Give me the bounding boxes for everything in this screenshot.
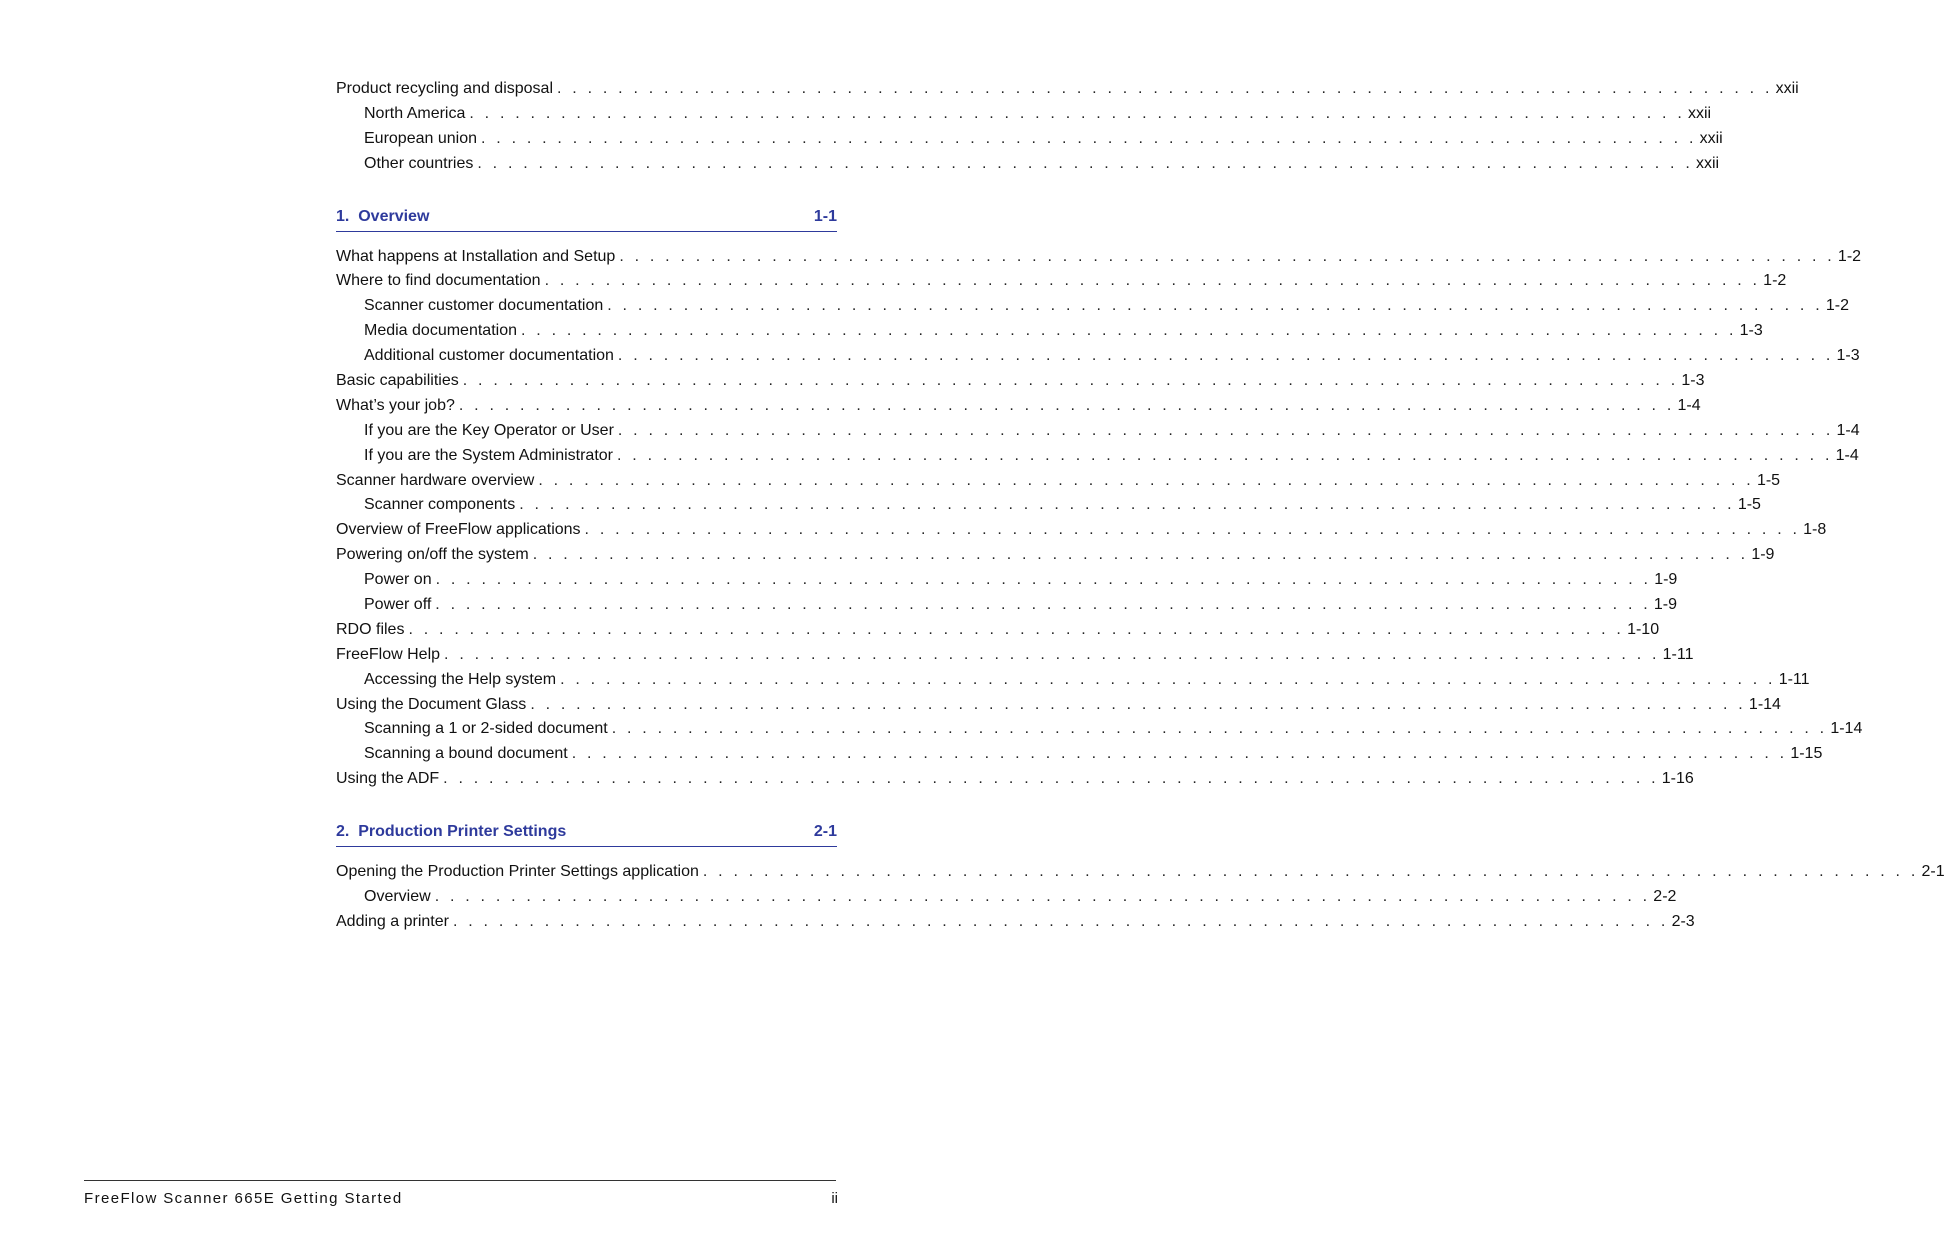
dot-leader: . . . . . . . . . . . . . . . . . . . . . . . . . . . . . . . . . . . . . . . . . . . . . . . . . . . . . . . . . . . . . . . . . . . . . . . . . . . . . . . .: [619, 247, 1835, 265]
toc-entry-page: 1-11: [1662, 645, 1694, 663]
dot-leader: . . . . . . . . . . . . . . . . . . . . . . . . . . . . . . . . . . . . . . . . . . . . . . . . . . . . . . . . . . . . . . . . . . . . . . . . . . . . . . . .: [462, 372, 1679, 390]
footer-divider: [84, 1180, 836, 1181]
dot-leader: . . . . . . . . . . . . . . . . . . . . . . . . . . . . . . . . . . . . . . . . . . . . . . . . . . . . . . . . . . . . . . . . . . . . . . . . . . . . . . . .: [443, 770, 1659, 788]
toc-entry-page: 1-3: [1681, 372, 1705, 390]
dot-leader: . . . . . . . . . . . . . . . . . . . . . . . . . . . . . . . . . . . . . . . . . . . . . . . . . . . . . . . . . . . . . . . . . . . . . . . . . . . . . . . .: [617, 347, 1834, 365]
dot-leader: . . . . . . . . . . . . . . . . . . . . . . . . . . . . . . . . . . . . . . . . . . . . . . . . . . . . . . . . . . . . . . . . . . . . . . . . . . . . . . . .: [607, 297, 1823, 315]
toc-entry-page: 1-4: [1835, 446, 1859, 464]
toc-entry-label: FreeFlow Help: [336, 645, 441, 663]
dot-leader: . . . . . . . . . . . . . . . . . . . . . . . . . . . . . . . . . . . . . . . . . . . . . . . . . . . . . . . . . . . . . . . . . . . . . . . . . . . . . . . .: [611, 720, 1828, 738]
toc-entry-label: Powering on/off the system: [336, 546, 529, 564]
dot-leader: . . . . . . . . . . . . . . . . . . . . . . . . . . . . . . . . . . . . . . . . . . . . . . . . . . . . . . . . . . . . . . . . . . . . . . . . . . . . . . . .: [520, 322, 1737, 340]
toc-entry-page: 1-4: [1836, 421, 1860, 439]
toc-entry[interactable]: [336, 885, 1677, 910]
dot-leader: . . . . . . . . . . . . . . . . . . . . . . . . . . . . . . . . . . . . . . . . . . . . . . . . . . . . . . . . . . . . . . . . . . . . . . . . . . . . . . . .: [571, 745, 1788, 763]
toc-entry-page: 1-15: [1790, 745, 1823, 763]
dot-leader: . . . . . . . . . . . . . . . . . . . . . . . . . . . . . . . . . . . . . . . . . . . . . . . . . . . . . . . . . . . . . . . . . . . . . . . . . . . . . . . .: [560, 670, 1776, 688]
dot-leader: . . . . . . . . . . . . . . . . . . . . . . . . . . . . . . . . . . . . . . . . . . . . . . . . . . . . . . . . . . . . . . . . . . . . . . . . . . . . . . . .: [617, 421, 1834, 439]
toc-entry-page: 2-3: [1671, 912, 1695, 930]
dot-leader: . . . . . . . . . . . . . . . . . . . . . . . . . . . . . . . . . . . . . . . . . . . . . . . . . . . . . . . . . . . . . . . . . . . . . . . . . . . . . . . .: [702, 863, 1919, 881]
toc-entry[interactable]: [336, 369, 1705, 394]
toc-entry[interactable]: [336, 668, 1810, 693]
toc-entry-label: Scanning a 1 or 2-sided document: [364, 720, 608, 738]
toc-entry[interactable]: [336, 469, 1781, 494]
toc-entry-label: Power off: [364, 596, 432, 614]
dot-leader: . . . . . . . . . . . . . . . . . . . . . . . . . . . . . . . . . . . . . . . . . . . . . . . . . . . . . . . . . . . . . . . . . . . . . . . . . . . . . . . .: [530, 695, 1746, 713]
dot-leader: . . . . . . . . . . . . . . . . . . . . . . . . . . . . . . . . . . . . . . . . . . . . . . . . . . . . . . . . . . . . . . . . . . . . . . . . . . . . . . . .: [584, 521, 1801, 539]
toc-entry[interactable]: [336, 593, 1678, 618]
toc-entry[interactable]: [336, 344, 1860, 369]
toc-entry-label: Overview: [364, 888, 431, 906]
toc-entry-page: 1-8: [1803, 521, 1827, 539]
toc-entry[interactable]: [336, 910, 1695, 935]
dot-leader: . . . . . . . . . . . . . . . . . . . . . . . . . . . . . . . . . . . . . . . . . . . . . . . . . . . . . . . . . . . . . . . . . . . . . . . . . . . . . . . .: [532, 546, 1749, 564]
toc-entry-label: Product recycling and disposal: [336, 80, 554, 97]
toc-entry[interactable]: [336, 860, 1945, 885]
toc-entry[interactable]: [336, 568, 1678, 593]
toc-entry-label: If you are the Key Operator or User: [364, 421, 614, 439]
toc-entry[interactable]: [336, 77, 1799, 102]
chapter-title: 2. Production Printer Settings: [336, 823, 567, 841]
toc-entry[interactable]: [336, 419, 1860, 444]
dot-leader: . . . . . . . . . . . . . . . . . . . . . . . . . . . . . . . . . . . . . . . . . . . . . . . . . . . . . . . . . . . . . . . . . . . . . . . . . . . . . . . .: [408, 620, 1625, 638]
toc-entry[interactable]: [336, 319, 1763, 344]
toc-entry-page: 1-14: [1830, 720, 1863, 738]
toc-entry-label: Using the Document Glass: [336, 695, 527, 713]
toc-entry-label: Accessing the Help system: [364, 670, 557, 688]
footer-page-number: ii: [831, 1190, 838, 1207]
toc-entry-label: Power on: [364, 571, 432, 589]
toc-entry-page: 1-5: [1737, 496, 1761, 514]
toc-entry-label: Scanner customer documentation: [364, 297, 604, 315]
toc-entry-label: Where to find documentation: [336, 272, 541, 290]
toc-entry[interactable]: [336, 269, 1787, 294]
table-of-contents: [336, 77, 1945, 935]
toc-entry-label: Overview of FreeFlow applications: [336, 521, 581, 539]
toc-entry-page: 2-2: [1653, 888, 1677, 906]
toc-entry-page: 1-2: [1837, 247, 1862, 265]
section-spacer: [336, 847, 837, 860]
toc-entry-label: Using the ADF: [336, 770, 440, 788]
toc-entry-label: Scanning a bound document: [364, 745, 568, 763]
toc-entry-label: RDO files: [336, 620, 405, 638]
toc-entry-label: North America: [364, 104, 466, 122]
toc-entry[interactable]: [336, 767, 1694, 792]
toc-entry-page: 1-9: [1654, 571, 1678, 589]
toc-entry[interactable]: [336, 102, 1712, 127]
toc-entry-page: 1-14: [1748, 695, 1781, 713]
toc-entry-page: 1-5: [1756, 471, 1781, 489]
dot-leader: . . . . . . . . . . . . . . . . . . . . . . . . . . . . . . . . . . . . . . . . . . . . . . . . . . . . . . . . . . . . . . . . . . . . . . . . . . . . . . . .: [452, 912, 1669, 930]
toc-entry[interactable]: [336, 444, 1859, 469]
dot-leader: . . . . . . . . . . . . . . . . . . . . . . . . . . . . . . . . . . . . . . . . . . . . . . . . . . . . . . . . . . . . . . . . . . . . . . . . . . . . . . . .: [477, 154, 1693, 172]
dot-leader: . . . . . . . . . . . . . . . . . . . . . . . . . . . . . . . . . . . . . . . . . . . . . . . . . . . . . . . . . . . . . . . . . . . . . . . . . . . . . . . .: [435, 571, 1652, 589]
toc-entry[interactable]: [336, 518, 1827, 543]
toc-entry-label: European union: [364, 129, 477, 147]
toc-entry-label: Scanner hardware overview: [336, 471, 535, 489]
toc-entry[interactable]: [336, 693, 1781, 718]
dot-leader: . . . . . . . . . . . . . . . . . . . . . . . . . . . . . . . . . . . . . . . . . . . . . . . . . . . . . . . . . . . . . . . . . . . . . . . . . . . . . . . .: [557, 80, 1773, 97]
toc-entry-page: xxii: [1687, 104, 1712, 122]
dot-leader: . . . . . . . . . . . . . . . . . . . . . . . . . . . . . . . . . . . . . . . . . . . . . . . . . . . . . . . . . . . . . . . . . . . . . . . . . . . . . . . .: [434, 888, 1651, 906]
toc-entry[interactable]: [336, 742, 1823, 767]
dot-leader: . . . . . . . . . . . . . . . . . . . . . . . . . . . . . . . . . . . . . . . . . . . . . . . . . . . . . . . . . . . . . . . . . . . . . . . . . . . . . . . .: [617, 446, 1833, 464]
dot-leader: . . . . . . . . . . . . . . . . . . . . . . . . . . . . . . . . . . . . . . . . . . . . . . . . . . . . . . . . . . . . . . . . . . . . . . . . . . . . . . . .: [435, 596, 1651, 614]
toc-entry-label: Adding a printer: [336, 912, 449, 930]
toc-entry-label: What’s your job?: [336, 396, 455, 414]
toc-entry[interactable]: [336, 127, 1723, 152]
page-footer: [84, 1190, 838, 1207]
toc-entry[interactable]: [336, 493, 1761, 518]
toc-entry-page: 1-11: [1778, 670, 1810, 688]
chapter-heading[interactable]: [336, 206, 837, 232]
toc-entry-page: 1-3: [1739, 322, 1763, 340]
toc-entry[interactable]: [336, 294, 1849, 319]
toc-entry-label: Media documentation: [364, 322, 517, 340]
dot-leader: . . . . . . . . . . . . . . . . . . . . . . . . . . . . . . . . . . . . . . . . . . . . . . . . . . . . . . . . . . . . . . . . . . . . . . . . . . . . . . . .: [538, 471, 1754, 489]
toc-entry-page: 1-3: [1836, 347, 1860, 365]
dot-leader: . . . . . . . . . . . . . . . . . . . . . . . . . . . . . . . . . . . . . . . . . . . . . . . . . . . . . . . . . . . . . . . . . . . . . . . . . . . . . . . .: [519, 496, 1735, 514]
toc-entry-page: 1-2: [1825, 297, 1849, 315]
toc-entry-page: 2-1: [1921, 863, 1945, 881]
toc-entry-page: xxii: [1775, 80, 1799, 97]
footer-title: FreeFlow Scanner 665E Getting Started: [84, 1190, 403, 1207]
chapter-page: 1-1: [813, 207, 837, 225]
toc-entry[interactable]: [336, 245, 1862, 270]
toc-entry[interactable]: [336, 643, 1694, 668]
toc-entry-label: Basic capabilities: [336, 372, 459, 390]
toc-entry-label: Scanner components: [364, 496, 516, 514]
toc-entry-page: 1-10: [1627, 620, 1660, 638]
toc-entry-page: xxii: [1696, 154, 1720, 172]
chapter-title: 1. Overview: [336, 207, 430, 225]
toc-entry-page: 1-9: [1653, 596, 1678, 614]
dot-leader: . . . . . . . . . . . . . . . . . . . . . . . . . . . . . . . . . . . . . . . . . . . . . . . . . . . . . . . . . . . . . . . . . . . . . . . . . . . . . . . .: [544, 272, 1761, 290]
toc-entry-page: 1-2: [1763, 272, 1787, 290]
section-spacer: [336, 177, 837, 206]
chapter-page: 2-1: [813, 823, 837, 841]
toc-entry[interactable]: [336, 152, 1720, 177]
toc-entry[interactable]: [336, 618, 1660, 643]
section-spacer: [336, 232, 837, 245]
toc-entry[interactable]: [336, 543, 1775, 568]
dot-leader: . . . . . . . . . . . . . . . . . . . . . . . . . . . . . . . . . . . . . . . . . . . . . . . . . . . . . . . . . . . . . . . . . . . . . . . . . . . . . . . .: [444, 645, 1660, 663]
toc-entry-page: 1-16: [1661, 770, 1694, 788]
dot-leader: . . . . . . . . . . . . . . . . . . . . . . . . . . . . . . . . . . . . . . . . . . . . . . . . . . . . . . . . . . . . . . . . . . . . . . . . . . . . . . . .: [458, 396, 1675, 414]
toc-entry-page: 1-4: [1677, 396, 1701, 414]
chapter-heading[interactable]: [336, 821, 837, 847]
toc-entry[interactable]: [336, 394, 1701, 419]
toc-entry-label: What happens at Installation and Setup: [336, 247, 616, 265]
toc-entry-page: xxii: [1699, 129, 1723, 147]
section-spacer: [336, 792, 837, 821]
toc-entry-label: If you are the System Administrator: [364, 446, 613, 464]
dot-leader: . . . . . . . . . . . . . . . . . . . . . . . . . . . . . . . . . . . . . . . . . . . . . . . . . . . . . . . . . . . . . . . . . . . . . . . . . . . . . . . .: [469, 104, 1685, 122]
toc-entry-label: Other countries: [364, 154, 474, 172]
toc-entry-label: Opening the Production Printer Settings application: [336, 863, 699, 881]
toc-entry-label: Additional customer documentation: [364, 347, 614, 365]
toc-entry-page: 1-9: [1751, 546, 1775, 564]
dot-leader: . . . . . . . . . . . . . . . . . . . . . . . . . . . . . . . . . . . . . . . . . . . . . . . . . . . . . . . . . . . . . . . . . . . . . . . . . . . . . . . .: [480, 129, 1697, 147]
toc-entry[interactable]: [336, 717, 1863, 742]
